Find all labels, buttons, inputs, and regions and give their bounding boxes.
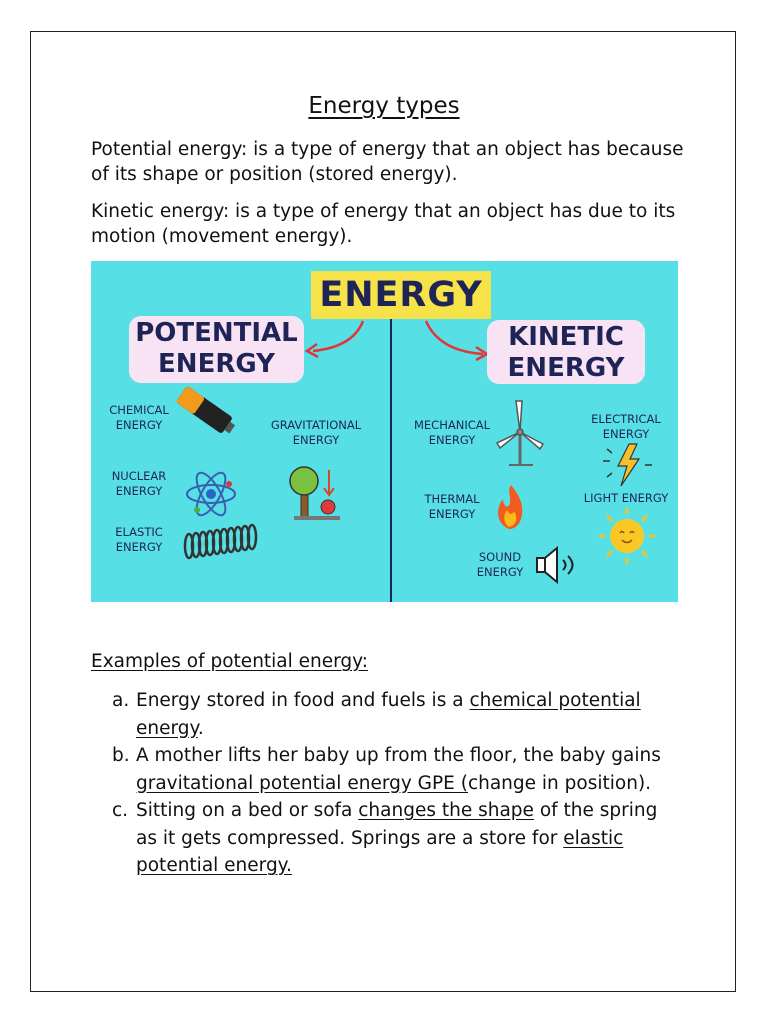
potential-energy-box <box>129 316 304 383</box>
kinetic-definition: Kinetic energy: is a type of energy that an object has due to its motion (movement energy). <box>91 201 676 247</box>
atom-icon <box>187 469 235 520</box>
electrical-energy-label: ELECTRICAL ENERGY <box>591 412 661 441</box>
list-marker: b. <box>112 745 130 766</box>
underlined-term: changes the shape <box>358 800 534 821</box>
tree-apple-icon <box>290 467 340 520</box>
mechanical-energy-label: MECHANICAL ENERGY <box>413 418 491 447</box>
energy-infographic <box>91 261 678 602</box>
energy-banner: ENERGY <box>311 271 491 319</box>
underlined-term: chemical potential energy <box>136 690 641 739</box>
speaker-icon <box>537 548 573 582</box>
light-energy-label: LIGHT ENERGY <box>583 491 669 505</box>
thermal-energy-label: THERMAL ENERGY <box>424 492 480 521</box>
battery-icon <box>176 386 238 438</box>
sun-icon <box>599 508 655 564</box>
arrow-to-potential-icon <box>307 321 363 357</box>
kinetic-energy-box <box>487 320 645 384</box>
wind-turbine-icon <box>497 401 543 465</box>
page-title: Energy types <box>308 93 460 119</box>
list-item: b. A mother lifts her baby up from the floor, the baby gains gravitational potential energy GPE (change in position). <box>112 742 672 797</box>
list-item: c. Sitting on a bed or sofa changes the shape of the spring as it gets compressed. Springs are a store for elastic potential energy. <box>112 797 672 880</box>
flame-icon <box>498 485 522 529</box>
nuclear-energy-label: NUCLEAR ENERGY <box>111 469 167 498</box>
chemical-energy-label: CHEMICAL ENERGY <box>109 403 169 432</box>
underlined-term: gravitational potential energy GPE ( <box>136 772 468 794</box>
examples-heading: Examples of potential energy: <box>91 651 369 672</box>
lightning-icon <box>603 444 652 486</box>
kinetic-heading-line2: ENERGY <box>507 353 625 383</box>
elastic-energy-label: ELASTIC ENERGY <box>115 525 163 554</box>
gravitational-energy-label: GRAVITATIONAL ENERGY <box>270 418 362 447</box>
potential-heading-line2: ENERGY <box>158 349 275 379</box>
potential-heading-line1: POTENTIAL <box>135 318 298 348</box>
arrow-to-kinetic-icon <box>426 321 487 360</box>
list-marker: a. <box>112 690 130 711</box>
list-item: a. Energy stored in food and fuels is a chemical potential energy. <box>112 687 672 742</box>
kinetic-heading-line1: KINETIC <box>508 322 624 352</box>
list-marker: c. <box>112 800 129 821</box>
sound-energy-label: SOUND ENERGY <box>476 550 524 579</box>
spring-icon <box>185 525 256 558</box>
potential-definition: Potential energy: is a type of energy that an object has because of its shape or position (stored energy). <box>91 139 684 185</box>
examples-list <box>112 687 672 880</box>
underlined-term: elastic potential energy. <box>136 827 624 876</box>
